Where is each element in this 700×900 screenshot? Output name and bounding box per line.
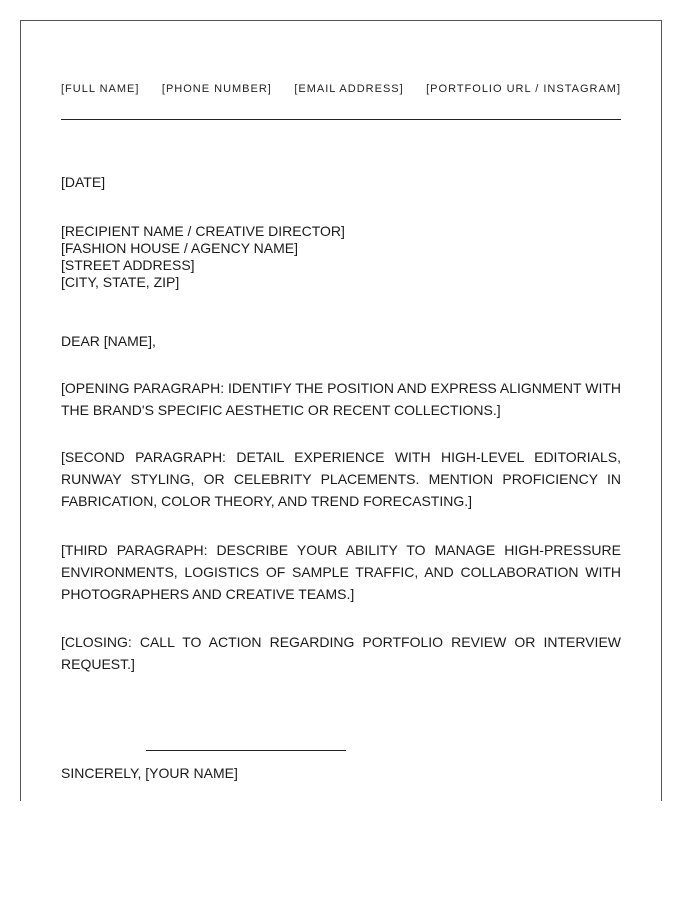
letter-page [20, 20, 662, 801]
letter-date: [DATE] [61, 174, 106, 190]
header-divider [61, 119, 621, 120]
header-phone: [PHONE NUMBER] [161, 83, 272, 95]
recipient-name: [RECIPIENT NAME / CREATIVE DIRECTOR] [61, 223, 345, 239]
third-paragraph: [THIRD PARAGRAPH: DESCRIBE YOUR ABILITY TO MANAGE HIGH-PRESSURE ENVIRONMENTS, LOGISTICS OF SAMPLE TRAFFIC, AND COLLABORATION WITH PHOTOGRAPHERS AND CREATIVE TEAMS.] [61, 542, 621, 602]
opening-paragraph: [OPENING PARAGRAPH: IDENTIFY THE POSITION AND EXPRESS ALIGNMENT WITH THE BRAND'S SPECIFIC AESTHETIC OR RECENT COLLECTIONS.] [61, 380, 621, 418]
signature-line [146, 750, 346, 751]
recipient-city: [CITY, STATE, ZIP] [61, 274, 180, 290]
contact-header [61, 83, 621, 95]
signoff: SINCERELY, [YOUR NAME] [61, 765, 238, 781]
closing-paragraph: [CLOSING: CALL TO ACTION REGARDING PORTFOLIO REVIEW OR INTERVIEW REQUEST.] [61, 634, 621, 672]
salutation: DEAR [NAME], [61, 333, 156, 349]
header-portfolio: [PORTFOLIO URL / INSTAGRAM] [426, 83, 621, 95]
second-paragraph: [SECOND PARAGRAPH: DETAIL EXPERIENCE WITH HIGH-LEVEL EDITORIALS, RUNWAY STYLING, OR CELEBRITY PLACEMENTS. MENTION PROFICIENCY IN FABRICATION, COLOR THEORY, AND TREND FORECASTING.] [61, 449, 621, 509]
recipient-street: [STREET ADDRESS] [61, 257, 195, 273]
header-full-name: [FULL NAME] [61, 83, 140, 95]
recipient-company: [FASHION HOUSE / AGENCY NAME] [61, 240, 299, 256]
header-email: [EMAIL ADDRESS] [294, 83, 404, 95]
recipient-block [61, 223, 621, 291]
